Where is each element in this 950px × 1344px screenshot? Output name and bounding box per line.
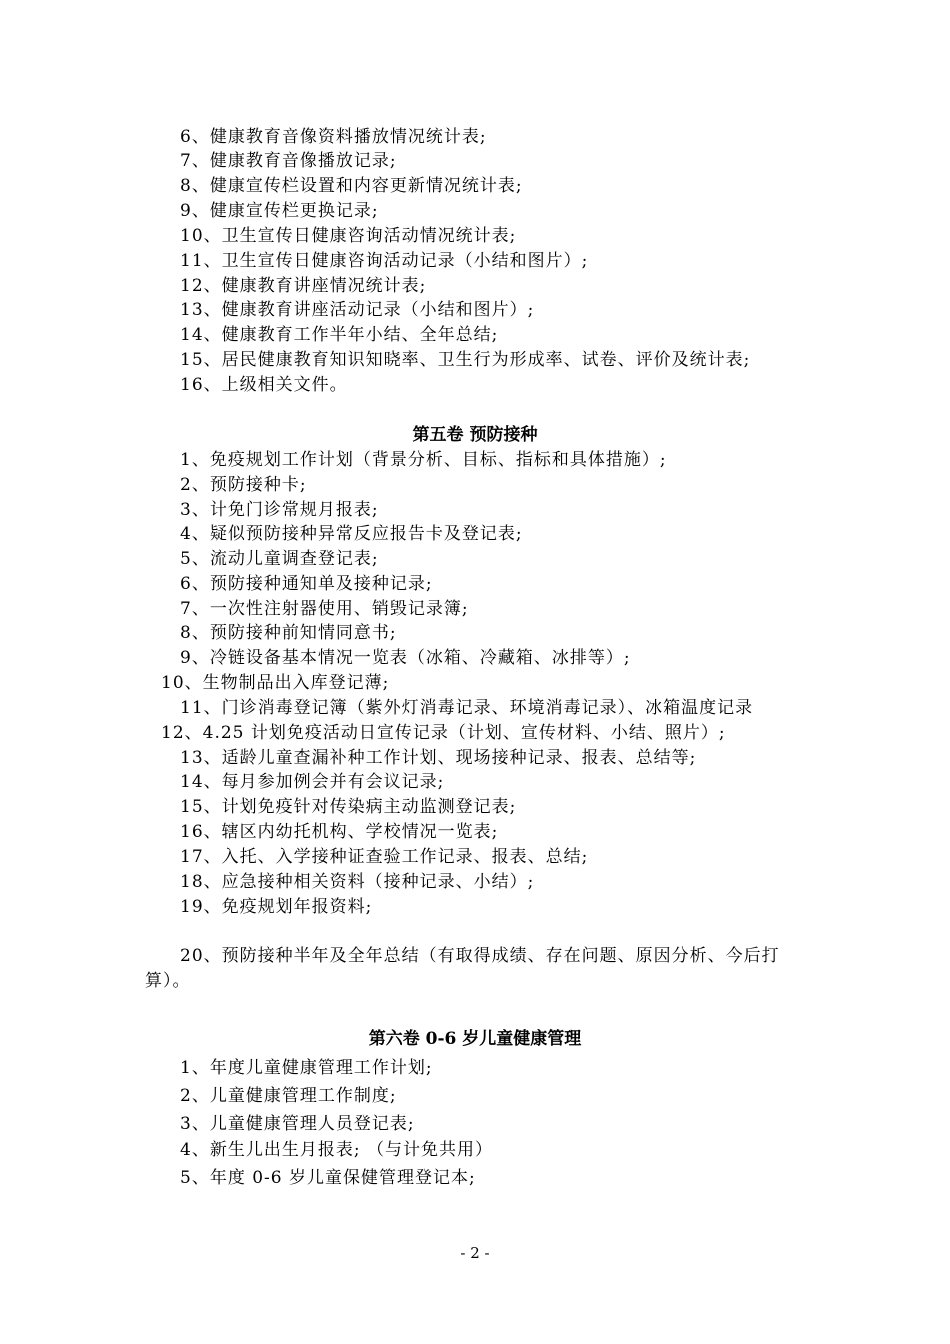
list-item: 16、辖区内幼托机构、学校情况一览表; — [180, 822, 499, 842]
list-item: 4、疑似预防接种异常反应报告卡及登记表; — [180, 524, 523, 544]
list-item: 20、预防接种半年及全年总结（有取得成绩、存在问题、原因分析、今后打算）。 — [145, 946, 780, 991]
list-item: 9、健康宣传栏更换记录; — [180, 201, 379, 221]
list-item: 10、生物制品出入库登记薄; — [161, 673, 390, 693]
list-item: 6、预防接种通知单及接种记录; — [180, 574, 433, 594]
list-item: 1、年度儿童健康管理工作计划; — [180, 1058, 433, 1078]
list-item: 1、免疫规划工作计划（背景分析、目标、指标和具体措施）; — [180, 450, 667, 470]
list-item: 14、健康教育工作半年小结、全年总结; — [180, 325, 499, 345]
list-item: 17、入托、入学接种证查验工作记录、报表、总结; — [180, 847, 589, 867]
list-item: 18、应急接种相关资料（接种记录、小结）; — [180, 872, 535, 892]
list-item: 3、儿童健康管理人员登记表; — [180, 1114, 415, 1134]
list-item: 2、儿童健康管理工作制度; — [180, 1086, 397, 1106]
section-heading: 第六卷 0-6 岁儿童健康管理 — [368, 1029, 582, 1049]
list-item: 16、上级相关文件。 — [180, 375, 348, 395]
list-item: 8、健康宣传栏设置和内容更新情况统计表; — [180, 176, 523, 196]
page-number: - 2 - — [460, 1244, 490, 1262]
list-item: 8、预防接种前知情同意书; — [180, 623, 397, 643]
list-item: 2、预防接种卡; — [180, 475, 307, 495]
list-item: 7、一次性注射器使用、销毁记录簿; — [180, 599, 469, 619]
list-item: 6、健康教育音像资料播放情况统计表; — [180, 127, 487, 147]
list-item: 11、门诊消毒登记簿（紫外灯消毒记录、环境消毒记录）、冰箱温度记录 — [180, 698, 754, 718]
list-item: 5、年度 0-6 岁儿童保健管理登记本; — [180, 1168, 476, 1188]
list-item: 15、计划免疫针对传染病主动监测登记表; — [180, 797, 517, 817]
list-item: 12、4.25 计划免疫活动日宣传记录（计划、宣传材料、小结、照片）; — [161, 723, 726, 743]
list-item: 9、冷链设备基本情况一览表（冰箱、冷藏箱、冰排等）; — [180, 648, 631, 668]
list-item: 19、免疫规划年报资料; — [180, 897, 373, 917]
list-item: 4、新生儿出生月报表; （与计免共用） — [180, 1140, 493, 1160]
list-item: 15、居民健康教育知识知晓率、卫生行为形成率、试卷、评价及统计表; — [180, 350, 751, 370]
list-item: 12、健康教育讲座情况统计表; — [180, 276, 427, 296]
list-item: 14、每月参加例会并有会议记录; — [180, 772, 445, 792]
list-item: 5、流动儿童调查登记表; — [180, 549, 379, 569]
list-item: 13、适龄儿童查漏补种工作计划、现场接种记录、报表、总结等; — [180, 748, 697, 768]
list-item: 11、卫生宣传日健康咨询活动记录（小结和图片）; — [180, 251, 589, 271]
list-item: 10、卫生宣传日健康咨询活动情况统计表; — [180, 226, 517, 246]
list-item: 7、健康教育音像播放记录; — [180, 151, 397, 171]
list-item: 3、计免门诊常规月报表; — [180, 500, 379, 520]
list-item: 13、健康教育讲座活动记录（小结和图片）; — [180, 300, 535, 320]
section-heading: 第五卷 预防接种 — [412, 425, 538, 445]
